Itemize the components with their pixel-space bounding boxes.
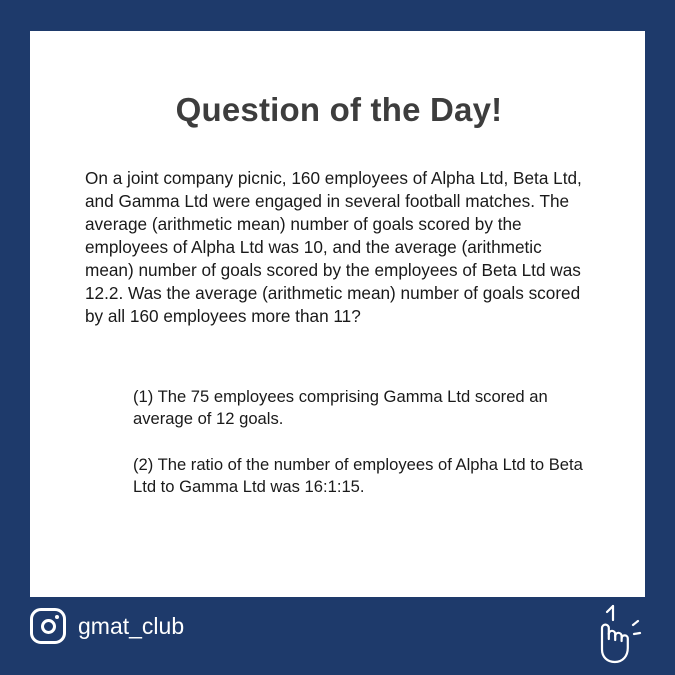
statements-list [133,386,593,498]
question-stem: On a joint company picnic, 160 employees of Alpha Ltd, Beta Ltd, and Gamma Ltd were engaged in several football matches. The average (arithmetic mean) number of goals scored by the employees of Alpha Ltd was 10, and the average (arithmetic mean) number of goals scored by the employees of Beta Ltd was 12.2. Was the average (arithmetic mean) number of goals scored by all 160 employees more than 11? [85,168,582,327]
page-title: Question of the Day! [175,91,503,128]
card-content [85,91,617,498]
instagram-dot-icon [55,615,59,619]
statement-2: (2) The ratio of the number of employees of Alpha Ltd to Beta Ltd to Gamma Ltd was 16:1:15. [133,455,583,496]
swipe-up-hand-icon[interactable] [589,603,643,665]
instagram-icon[interactable] [30,608,66,644]
statement-1: (1) The 75 employees comprising Gamma Ltd scored an average of 12 goals. [133,387,548,429]
footer-bar [0,597,675,675]
question-card [30,31,645,597]
instagram-lens-icon [41,619,56,634]
account-handle[interactable]: gmat_club [78,613,185,639]
